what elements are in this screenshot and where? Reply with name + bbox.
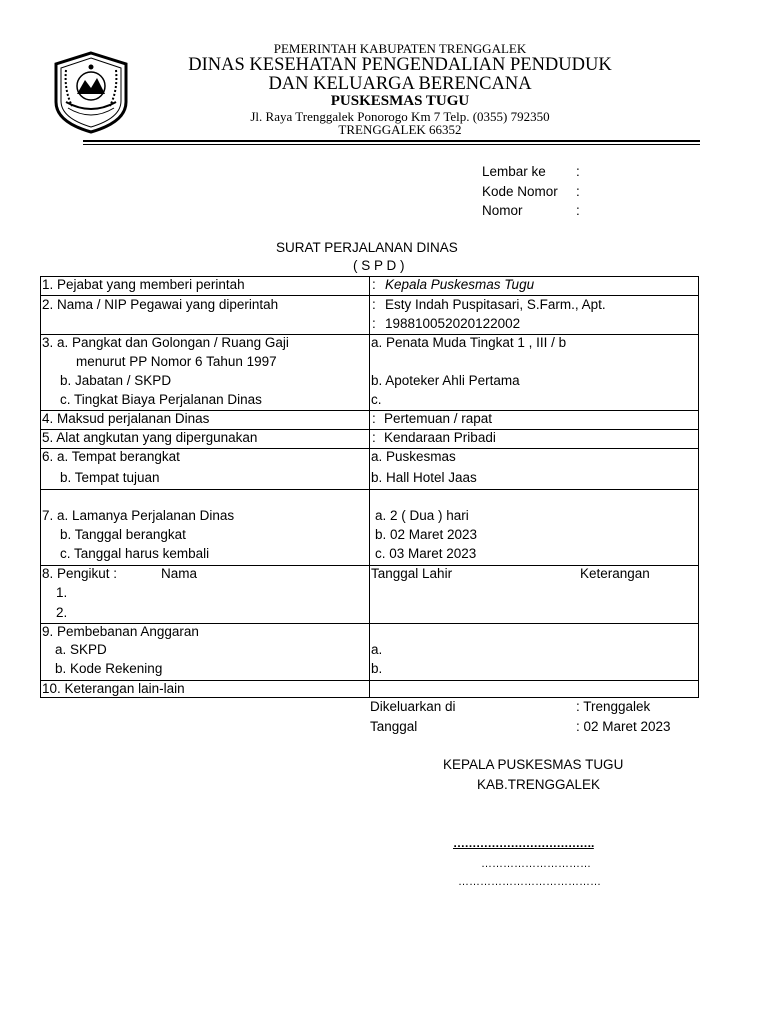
row8-item-2: 2. xyxy=(56,605,68,620)
issued-place-label: Dikeluarkan di xyxy=(370,699,456,714)
row8-tanggal-lahir-header: Tanggal Lahir xyxy=(371,566,453,581)
row8-nama-header: Nama xyxy=(161,566,198,581)
row8-item-1: 1. xyxy=(56,585,68,600)
row8-keterangan-header: Keterangan xyxy=(580,566,650,581)
row9-label-a: a. SKPD xyxy=(55,642,107,657)
issued-date-value: : 02 Maret 2023 xyxy=(576,719,671,734)
row3-value-b: b. Apoteker Ahli Pertama xyxy=(371,373,520,388)
row-divider xyxy=(40,489,699,490)
letterhead-line-4: PUSKESMAS TUGU xyxy=(330,93,470,109)
row4-colon: : xyxy=(372,411,376,426)
row6-label-b: b. Tempat tujuan xyxy=(60,470,160,485)
letterhead-rule-thin xyxy=(83,144,700,145)
row3-label-b: b. Jabatan / SKPD xyxy=(60,373,172,388)
kode-nomor-colon: : xyxy=(576,184,580,199)
row7-value-c: c. 03 Maret 2023 xyxy=(375,546,477,561)
row7-label-b: b. Tanggal berangkat xyxy=(60,527,186,542)
row9-label-b: b. Kode Rekening xyxy=(55,661,163,676)
row5-colon: : xyxy=(372,430,376,445)
row10-label: 10. Keterangan lain-lain xyxy=(42,681,185,696)
row6-label-a: 6. a. Tempat berangkat xyxy=(42,449,180,464)
row1-colon: : xyxy=(372,277,376,292)
nomor-label: Nomor xyxy=(482,203,523,218)
row4-value: Pertemuan / rapat xyxy=(384,411,493,426)
row5-value: Kendaraan Pribadi xyxy=(384,430,496,445)
signature-name-placeholder: ………………………………. xyxy=(453,836,594,850)
row7-label-c: c. Tanggal harus kembali xyxy=(60,546,210,561)
row8-label: 8. Pengikut : xyxy=(42,566,118,581)
row2-name: Esty Indah Puspitasari, S.Farm., Apt. xyxy=(385,297,606,312)
row6-value-a: a. Puskesmas xyxy=(371,449,456,464)
signature-title-2: KAB.TRENGGALEK xyxy=(477,777,601,792)
letterhead-line-3: DAN KELUARGA BERENCANA xyxy=(268,74,532,94)
row6-value-b: b. Hall Hotel Jaas xyxy=(371,470,477,485)
row3-label-a1: 3. a. Pangkat dan Golongan / Ruang Gaji xyxy=(42,335,289,350)
letterhead-line-1: PEMERINTAH KABUPATEN TRENGGALEK xyxy=(273,41,527,56)
row9-value-a: a. xyxy=(371,642,383,657)
signature-nip-placeholder: ………………………………… xyxy=(458,876,601,888)
row2-nip: 198810052020122002 xyxy=(385,316,521,331)
row3-value-a: a. Penata Muda Tingkat 1 , III / b xyxy=(371,335,567,350)
row3-label-c: c. Tingkat Biaya Perjalanan Dinas xyxy=(60,392,262,407)
document-title: SURAT PERJALANAN DINAS xyxy=(276,240,458,255)
issued-date-label: Tanggal xyxy=(370,719,418,734)
issued-place-value: : Trenggalek xyxy=(576,699,651,714)
lembar-label: Lembar ke xyxy=(482,164,546,179)
row7-value-b: b. 02 Maret 2023 xyxy=(375,527,478,542)
row9-label: 9. Pembebanan Anggaran xyxy=(42,624,199,639)
nomor-colon: : xyxy=(576,203,580,218)
letterhead-rule-thick xyxy=(83,140,700,142)
row3-label-a2: menurut PP Nomor 6 Tahun 1997 xyxy=(76,354,277,369)
row7-value-a: a. 2 ( Dua ) hari xyxy=(375,508,469,523)
row1-label: 1. Pejabat yang memberi perintah xyxy=(42,277,245,292)
letterhead-address: Jl. Raya Trenggalek Ponorogo Km 7 Telp. (0355) 792350 xyxy=(250,109,550,124)
row5-label: 5. Alat angkutan yang dipergunakan xyxy=(42,430,258,445)
row3-value-c: c. xyxy=(371,392,382,407)
kode-nomor-label: Kode Nomor xyxy=(482,184,558,199)
row2-label: 2. Nama / NIP Pegawai yang diperintah xyxy=(42,297,279,312)
row4-label: 4. Maksud perjalanan Dinas xyxy=(42,411,210,426)
lembar-colon: : xyxy=(576,164,580,179)
table-column-divider xyxy=(369,276,370,698)
row1-value: Kepala Puskesmas Tugu xyxy=(385,277,535,292)
row9-value-b: b. xyxy=(371,661,383,676)
letterhead-line-2: DINAS KESEHATAN PENGENDALIAN PENDUDUK xyxy=(188,55,612,75)
signature-title-1: KEPALA PUSKESMAS TUGU xyxy=(443,757,624,772)
row7-label-a: 7. a. Lamanya Perjalanan Dinas xyxy=(42,508,235,523)
row2-colon: : xyxy=(372,297,376,312)
document-subtitle: ( S P D ) xyxy=(353,258,405,273)
trenggalek-regency-logo xyxy=(52,50,130,134)
signature-pangkat-placeholder: ………………………… xyxy=(481,858,591,870)
letterhead-city: TRENGGALEK 66352 xyxy=(338,122,462,137)
row2-nip-colon: : xyxy=(372,316,376,331)
